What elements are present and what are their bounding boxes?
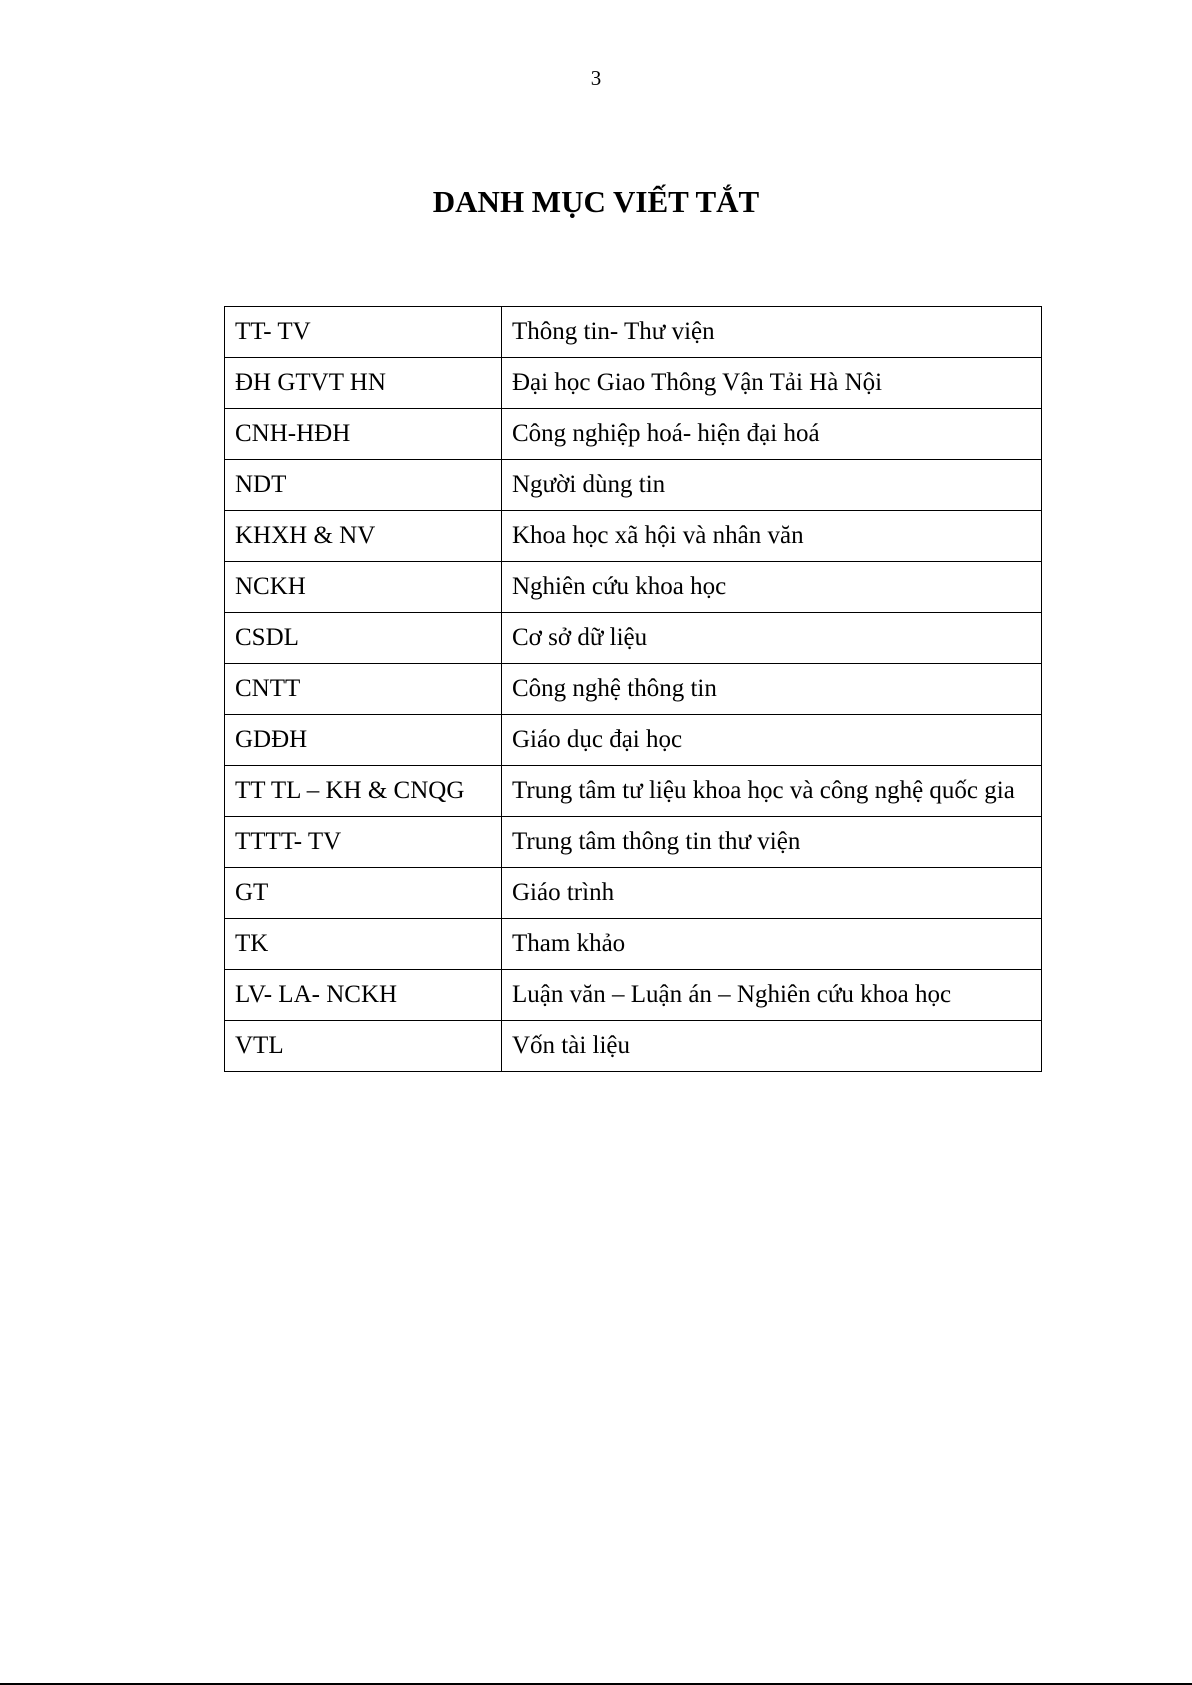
meaning-cell: Vốn tài liệu [502,1021,1042,1072]
abbreviation-cell: CNH-HĐH [225,409,502,460]
meaning-cell: Trung tâm tư liệu khoa học và công nghệ quốc gia [502,766,1042,817]
abbreviation-cell: GDĐH [225,715,502,766]
abbreviation-cell: VTL [225,1021,502,1072]
page-number: 3 [590,66,602,90]
meaning-cell: Công nghệ thông tin [502,664,1042,715]
meaning-cell: Luận văn – Luận án – Nghiên cứu khoa học [502,970,1042,1021]
meaning-cell: Khoa học xã hội và nhân văn [502,511,1042,562]
table-row [225,766,1042,817]
abbreviation-cell: KHXH & NV [225,511,502,562]
abbreviation-cell: TT TL – KH & CNQG [225,766,502,817]
meaning-cell: Cơ sở dữ liệu [502,613,1042,664]
abbreviation-cell: TTTT- TV [225,817,502,868]
meaning-cell: Giáo dục đại học [502,715,1042,766]
meaning-cell: Công nghiệp hoá- hiện đại hoá [502,409,1042,460]
meaning-cell: Người dùng tin [502,460,1042,511]
abbreviation-cell: LV- LA- NCKH [225,970,502,1021]
abbreviation-cell: TK [225,919,502,970]
table-row [225,358,1042,409]
abbreviation-table [224,306,1042,1072]
table-row [225,868,1042,919]
table-row [225,919,1042,970]
table-row [225,613,1042,664]
abbreviation-cell: ĐH GTVT HN [225,358,502,409]
table-row [225,307,1042,358]
abbreviation-cell: NCKH [225,562,502,613]
meaning-cell: Thông tin- Thư viện [502,307,1042,358]
table-row [225,562,1042,613]
page-title: DANH MỤC VIẾT TẮT [432,184,760,219]
meaning-cell: Giáo trình [502,868,1042,919]
meaning-cell: Trung tâm thông tin thư viện [502,817,1042,868]
abbreviation-cell: CNTT [225,664,502,715]
meaning-cell: Đại học Giao Thông Vận Tải Hà Nội [502,358,1042,409]
meaning-cell: Nghiên cứu khoa học [502,562,1042,613]
table-row [225,511,1042,562]
table-row [225,460,1042,511]
meaning-cell: Tham khảo [502,919,1042,970]
abbreviation-cell: CSDL [225,613,502,664]
table-row [225,409,1042,460]
abbreviation-cell: TT- TV [225,307,502,358]
table-row [225,715,1042,766]
table-row [225,1021,1042,1072]
table-row [225,664,1042,715]
abbreviation-cell: GT [225,868,502,919]
abbreviation-cell: NDT [225,460,502,511]
table-row [225,970,1042,1021]
table-row [225,817,1042,868]
